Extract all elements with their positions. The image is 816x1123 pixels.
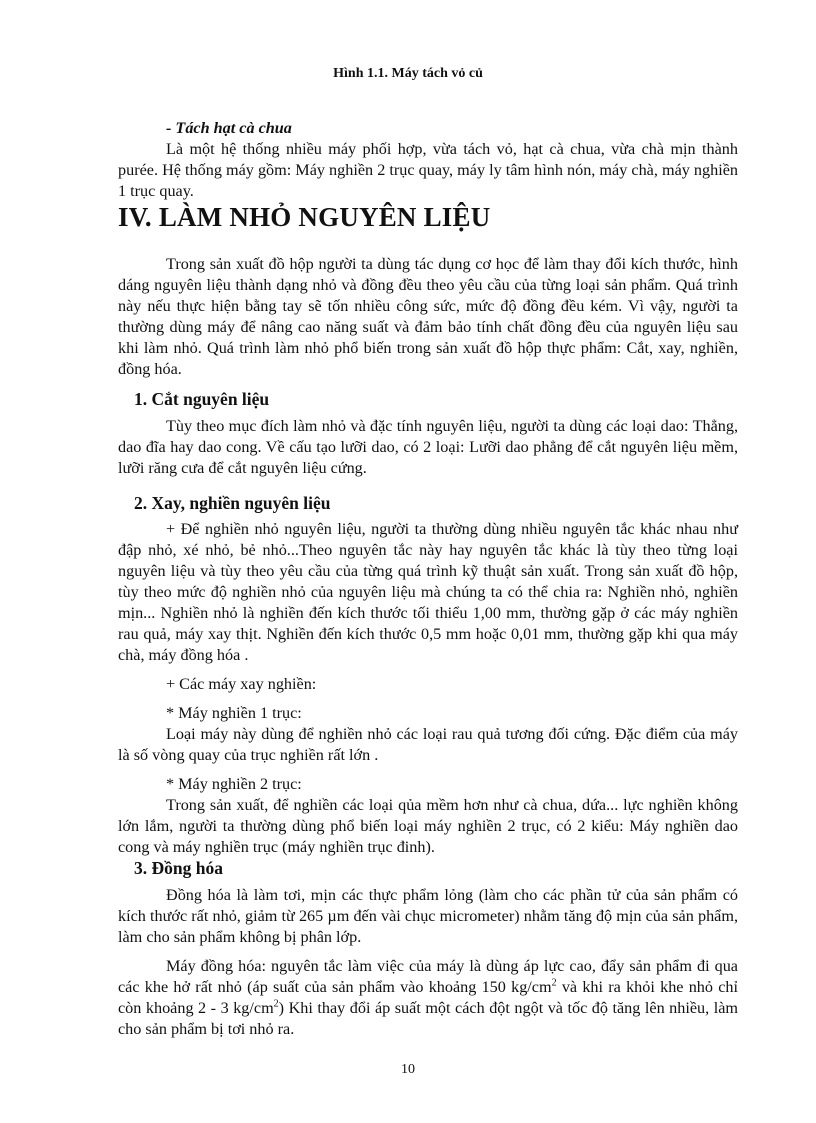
machines-label: + Các máy xay nghiền:	[166, 675, 317, 693]
homogenize-paragraph-1: Đồng hóa là làm tơi, mịn các thực phẩm lỏng (làm cho các phần tử của sản phẩm có kích thước rất nhỏ, giảm từ 265 µm đến vài chục micrometer) nhằm tăng độ mịn của sản phẩm, làm cho sản phẩm không bị phân lớp.	[118, 886, 738, 946]
homogenize-text-c: ) Khi thay đổi áp suất một cách đột ngột và tốc độ tăng lên nhiều, làm cho sản phẩm bị tơi nhỏ ra.	[118, 999, 738, 1038]
tomato-heading: - Tách hạt cà chua	[166, 119, 292, 137]
superscript-2: 2	[273, 998, 279, 1010]
cutting-heading: 1. Cắt nguyên liệu	[134, 389, 270, 409]
machine-2-label: * Máy nghiền 2 trục:	[166, 775, 302, 793]
section-intro: Trong sản xuất đồ hộp người ta dùng tác dụng cơ học để làm thay đổi kích thước, hình dáng nguyên liệu thành dạng nhỏ và đồng đều theo yêu cầu của từng loại sản phẩm. Quá trình này nếu thực hiện bằng tay sẽ tốn nhiều công sức, mức độ đồng đều kém. Vì vậy, người ta thường dùng máy để nâng cao năng suất và đảm bảo tính chất đồng đều của nguyên liệu sau khi làm nhỏ. Quá trình làm nhỏ phổ biến trong sản xuất đồ hộp thực phẩm: Cắt, xay, nghiền, đồng hóa.	[118, 255, 738, 378]
cutting-paragraph: Tùy theo mục đích làm nhỏ và đặc tính nguyên liệu, người ta dùng các loại dao: Thẳng, dao đĩa hay dao cong. Về cấu tạo lưỡi dao, có 2 loại: Lưỡi dao phẳng để cắt nguyên liệu mềm, lưỡi răng cưa để cắt nguyên liệu cứng.	[118, 417, 738, 477]
page-number: 10	[401, 1062, 415, 1077]
homogenize-paragraph-2	[118, 956, 738, 1040]
machine-1-text: Loại máy này dùng để nghiền nhỏ các loại rau quả tương đối cứng. Đặc điểm của máy là số vòng quay của trục nghiền rất lớn .	[118, 725, 738, 764]
machine-1-label: * Máy nghiền 1 trục:	[166, 704, 302, 722]
grinding-block	[118, 519, 738, 858]
grinding-heading: 2. Xay, nghiền nguyên liệu	[134, 493, 331, 513]
machine-2-text: Trong sản xuất, để nghiền các loại qủa mềm hơn như cà chua, dứa... lực nghiền không lớn lắm, người ta thường dùng phổ biến loại máy nghiền 2 trục, có 2 kiểu: Máy nghiền dao cong và máy nghiền trục (máy nghiền trục đinh).	[118, 796, 738, 856]
grinding-paragraph: + Để nghiền nhỏ nguyên liệu, người ta thường dùng nhiều nguyên tắc khác nhau như đập nhỏ, xé nhỏ, bẻ nhỏ...Theo nguyên tắc này hay nguyên tắc khác là tùy theo từng loại nguyên liệu và tùy theo yêu cầu của từng quá trình kỹ thuật sản xuất. Trong sản xuất đồ hộp, tùy theo mức độ nghiền nhỏ của nguyên liệu mà chúng ta có thể chia ra: Nghiền nhỏ, nghiền mịn... Nghiền nhỏ là nghiền đến kích thước tối thiểu 1,00 mm, thường gặp ở các máy nghiền rau quả, máy xay thịt. Nghiền đến kích thước 0,5 mm hoặc 0,01 mm, thường gặp khi qua máy chà, máy đồng hóa .	[118, 520, 738, 664]
homogenize-text-a: Máy đồng hóa: nguyên tắc làm việc của máy là dùng áp lực cao, đẩy sản phẩm đi qua các khe hở rất nhỏ (áp suất của sản phẩm vào khoảng 150 kg/cm	[118, 957, 738, 996]
tomato-block	[118, 118, 738, 202]
homogenize-text-b: và khi ra khỏi khe nhỏ chỉ còn khoảng 2 - 3 kg/cm	[118, 978, 739, 1017]
section-title: IV. LÀM NHỎ NGUYÊN LIỆU	[118, 202, 491, 232]
superscript-1: 2	[551, 977, 557, 989]
homogenize-block	[118, 885, 738, 1040]
tomato-paragraph: Là một hệ thống nhiều máy phối hợp, vừa tách vỏ, hạt cà chua, vừa chà mịn thành purée. Hệ thống máy gồm: Máy nghiền 2 trục quay, máy ly tâm hình nón, máy chà, máy nghiền 1 trục quay.	[118, 140, 738, 200]
figure-caption: Hình 1.1. Máy tách vỏ củ	[333, 66, 483, 81]
homogenize-heading: 3. Đồng hóa	[134, 858, 223, 878]
